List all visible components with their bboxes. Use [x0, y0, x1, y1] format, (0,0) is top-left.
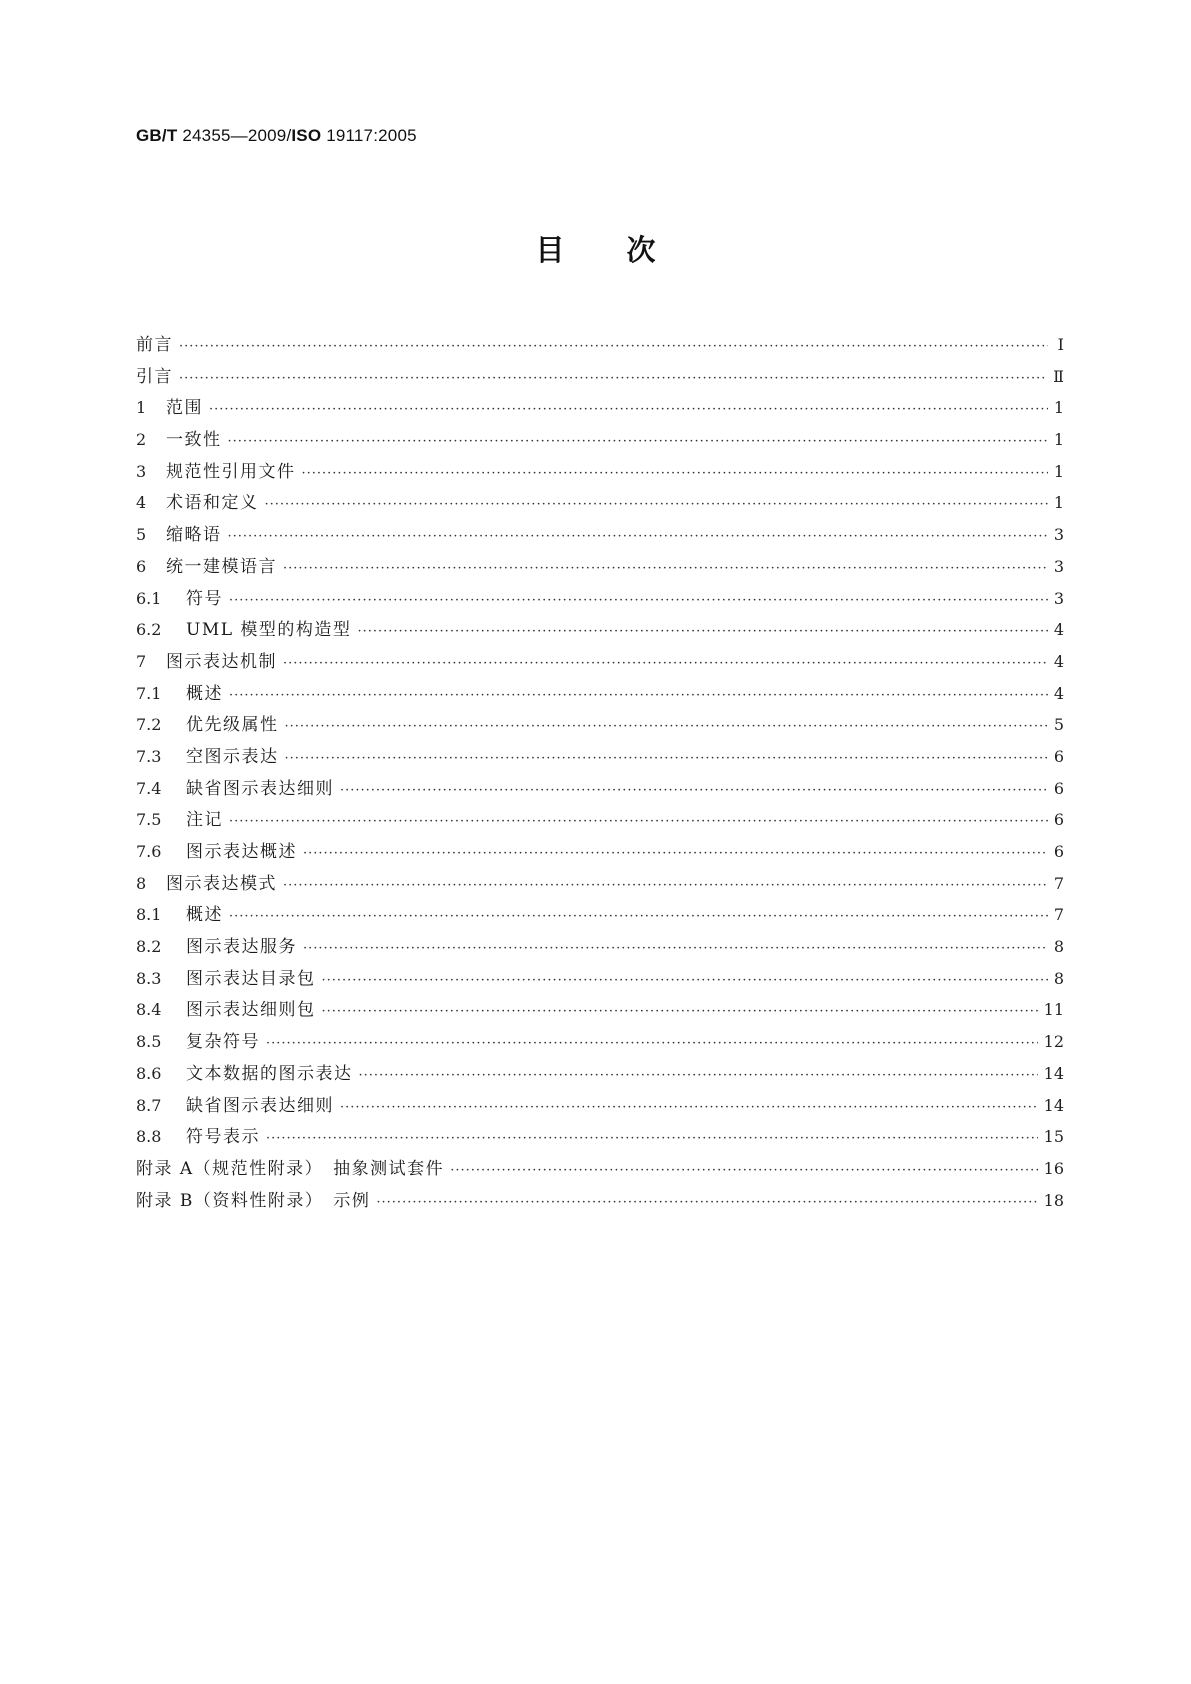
toc-entry-number: 7.4	[136, 778, 162, 798]
toc-entry-number: 8.5	[136, 1032, 162, 1052]
toc-entry[interactable]	[136, 964, 1064, 996]
toc-entry-page: 18	[1043, 1190, 1064, 1210]
toc-entry-page: 3	[1053, 556, 1064, 576]
dot-leader	[229, 593, 1048, 608]
dot-leader	[229, 909, 1048, 924]
toc-entry-number: 3	[136, 461, 147, 481]
toc-entry-label: 优先级属性	[186, 715, 279, 736]
toc-entry[interactable]	[136, 742, 1064, 774]
toc-entry-label: 文本数据的图示表达	[186, 1063, 353, 1084]
toc-entry-label: 引言	[136, 366, 173, 387]
toc-entry-label: 图示表达概述	[186, 842, 297, 862]
toc-entry[interactable]	[136, 1154, 1064, 1186]
toc-entry[interactable]	[136, 457, 1064, 489]
toc-entry[interactable]	[136, 552, 1064, 584]
page-title: 目次	[535, 233, 718, 267]
toc-entry-page: 14	[1043, 1095, 1064, 1115]
toc-entry-label: 图示表达模式	[166, 873, 277, 894]
toc-entry[interactable]	[136, 488, 1064, 520]
toc-entry[interactable]	[136, 615, 1064, 647]
toc-entry-page: 4	[1053, 683, 1064, 703]
toc-entry-label: 复杂符号	[186, 1032, 260, 1053]
toc-entry-page: 4	[1053, 620, 1064, 640]
toc-entry-number: 6.1	[136, 588, 162, 608]
toc-entry[interactable]	[136, 679, 1064, 711]
toc-entry[interactable]	[136, 584, 1064, 616]
toc-entry-number: 1	[136, 398, 147, 418]
dot-leader	[285, 719, 1048, 734]
dot-leader	[450, 1163, 1037, 1178]
toc-entry-page: 15	[1043, 1127, 1064, 1147]
toc-entry-label: 注记	[186, 810, 223, 831]
toc-entry-number: 8.2	[136, 937, 162, 957]
toc-entry[interactable]	[136, 520, 1064, 552]
toc-entry-number: 5	[136, 525, 147, 545]
dot-leader	[265, 497, 1048, 512]
std-number-value: 24355—2009/	[182, 126, 292, 145]
dot-leader	[322, 1004, 1038, 1019]
toc-entry-label: 范围	[166, 398, 203, 419]
toc-entry-page: 12	[1043, 1032, 1064, 1052]
toc-entry-page: 3	[1053, 588, 1064, 608]
dot-leader	[340, 783, 1048, 798]
toc-entry-page: 8	[1053, 937, 1064, 957]
toc-entry-page: 3	[1053, 525, 1064, 545]
toc-entry[interactable]	[136, 393, 1064, 425]
dot-leader	[228, 529, 1048, 544]
toc-entry-number: 7.6	[136, 842, 162, 861]
dot-leader	[303, 846, 1048, 861]
toc-entry-label: 图示表达细则包	[186, 1000, 316, 1021]
toc-entry-label: 图示表达机制	[166, 651, 277, 672]
toc-entry-label: 统一建模语言	[166, 556, 277, 577]
toc-entry-label: UML 模型的构造型	[186, 620, 352, 641]
toc-entry-label: 概述	[186, 683, 223, 704]
table-of-contents	[136, 330, 1064, 1217]
toc-entry-number: 8.4	[136, 1000, 162, 1020]
toc-entry-page: 7	[1053, 873, 1064, 893]
toc-entry-label: 附录 B（资料性附录） 示例	[136, 1190, 371, 1211]
toc-entry[interactable]	[136, 330, 1064, 362]
dot-leader	[179, 371, 1047, 386]
toc-entry-number: 4	[136, 493, 147, 513]
toc-entry-page: Ⅱ	[1053, 366, 1064, 386]
toc-entry-page: 5	[1053, 715, 1064, 735]
toc-entry[interactable]	[136, 1059, 1064, 1091]
dot-leader	[179, 339, 1048, 354]
toc-entry-number: 8.8	[136, 1127, 162, 1147]
toc-entry[interactable]	[136, 900, 1064, 932]
toc-entry[interactable]	[136, 805, 1064, 837]
toc-entry-label: 空图示表达	[186, 746, 279, 767]
toc-entry-page: 16	[1043, 1158, 1064, 1178]
toc-entry-page: 1	[1053, 398, 1064, 418]
dot-leader	[283, 878, 1048, 893]
toc-entry-label: 缩略语	[166, 525, 222, 546]
toc-entry-number: 2	[136, 430, 147, 450]
toc-entry-label: 缺省图示表达细则	[186, 778, 334, 799]
toc-entry-number: 8.7	[136, 1095, 162, 1115]
dot-leader	[283, 561, 1048, 576]
iso-number-value: 19117:2005	[326, 126, 417, 145]
std-prefix: GB/T	[136, 126, 178, 145]
iso-prefix: ISO	[291, 126, 322, 145]
dot-leader	[357, 624, 1047, 639]
toc-entry[interactable]	[136, 1122, 1064, 1154]
dot-leader	[266, 1036, 1038, 1051]
toc-entry-label: 图示表达服务	[186, 937, 297, 958]
toc-entry[interactable]	[136, 1027, 1064, 1059]
dot-leader	[302, 466, 1048, 481]
toc-entry-label: 概述	[186, 905, 223, 926]
toc-entry[interactable]	[136, 774, 1064, 806]
toc-entry-page: 7	[1053, 905, 1064, 925]
toc-entry-page: 14	[1043, 1063, 1064, 1083]
toc-entry[interactable]	[136, 837, 1064, 869]
toc-entry-page: Ⅰ	[1057, 335, 1064, 354]
toc-entry[interactable]	[136, 869, 1064, 901]
dot-leader	[266, 1131, 1038, 1146]
toc-entry-page: 6	[1053, 778, 1064, 798]
toc-entry-label: 术语和定义	[166, 493, 259, 514]
toc-entry[interactable]	[136, 362, 1064, 394]
toc-entry-page: 4	[1053, 651, 1064, 671]
toc-entry-number: 8.1	[136, 905, 162, 925]
toc-entry-label: 符号	[186, 588, 223, 609]
dot-leader	[229, 688, 1048, 703]
toc-entry[interactable]	[136, 710, 1064, 742]
toc-entry-number: 6	[136, 556, 147, 576]
dot-leader	[229, 814, 1048, 829]
toc-entry-label: 符号表示	[186, 1127, 260, 1148]
toc-entry-number: 8.3	[136, 968, 162, 988]
toc-entry-label: 缺省图示表达细则	[186, 1095, 334, 1116]
toc-entry-label: 规范性引用文件	[166, 461, 296, 482]
dot-leader	[359, 1068, 1038, 1083]
standard-number	[136, 126, 417, 146]
dot-leader	[303, 941, 1048, 956]
toc-entry[interactable]	[136, 1186, 1064, 1218]
toc-entry-label: 图示表达目录包	[186, 968, 316, 989]
dot-leader	[340, 1100, 1038, 1115]
toc-entry-page: 6	[1053, 810, 1064, 830]
toc-entry-page: 1	[1053, 493, 1064, 513]
dot-leader	[209, 402, 1048, 417]
toc-entry-number: 8	[136, 873, 147, 893]
toc-entry-page: 6	[1053, 842, 1064, 861]
dot-leader	[285, 751, 1048, 766]
dot-leader	[228, 434, 1048, 449]
toc-entry-number: 7.1	[136, 683, 162, 703]
toc-entry[interactable]	[136, 647, 1064, 679]
dot-leader	[283, 656, 1048, 671]
toc-entry-label: 一致性	[166, 430, 222, 451]
dot-leader	[322, 973, 1048, 988]
toc-entry-number: 7.3	[136, 746, 162, 766]
toc-entry[interactable]	[136, 995, 1064, 1027]
toc-entry-page: 1	[1053, 430, 1064, 450]
toc-entry-number: 7	[136, 651, 147, 671]
dot-leader	[376, 1195, 1037, 1210]
toc-entry-number: 7.2	[136, 715, 162, 735]
toc-entry[interactable]	[136, 932, 1064, 964]
toc-entry-page: 8	[1053, 968, 1064, 988]
toc-entry-page: 6	[1053, 746, 1064, 766]
toc-entry[interactable]	[136, 1091, 1064, 1123]
toc-entry[interactable]	[136, 425, 1064, 457]
toc-entry-number: 8.6	[136, 1063, 162, 1083]
toc-entry-number: 6.2	[136, 620, 162, 640]
toc-entry-page: 1	[1053, 461, 1064, 481]
toc-entry-label: 附录 A（规范性附录） 抽象测试套件	[136, 1158, 445, 1179]
toc-entry-label: 前言	[136, 335, 173, 355]
toc-entry-number: 7.5	[136, 810, 162, 830]
toc-entry-page: 11	[1043, 1000, 1064, 1020]
